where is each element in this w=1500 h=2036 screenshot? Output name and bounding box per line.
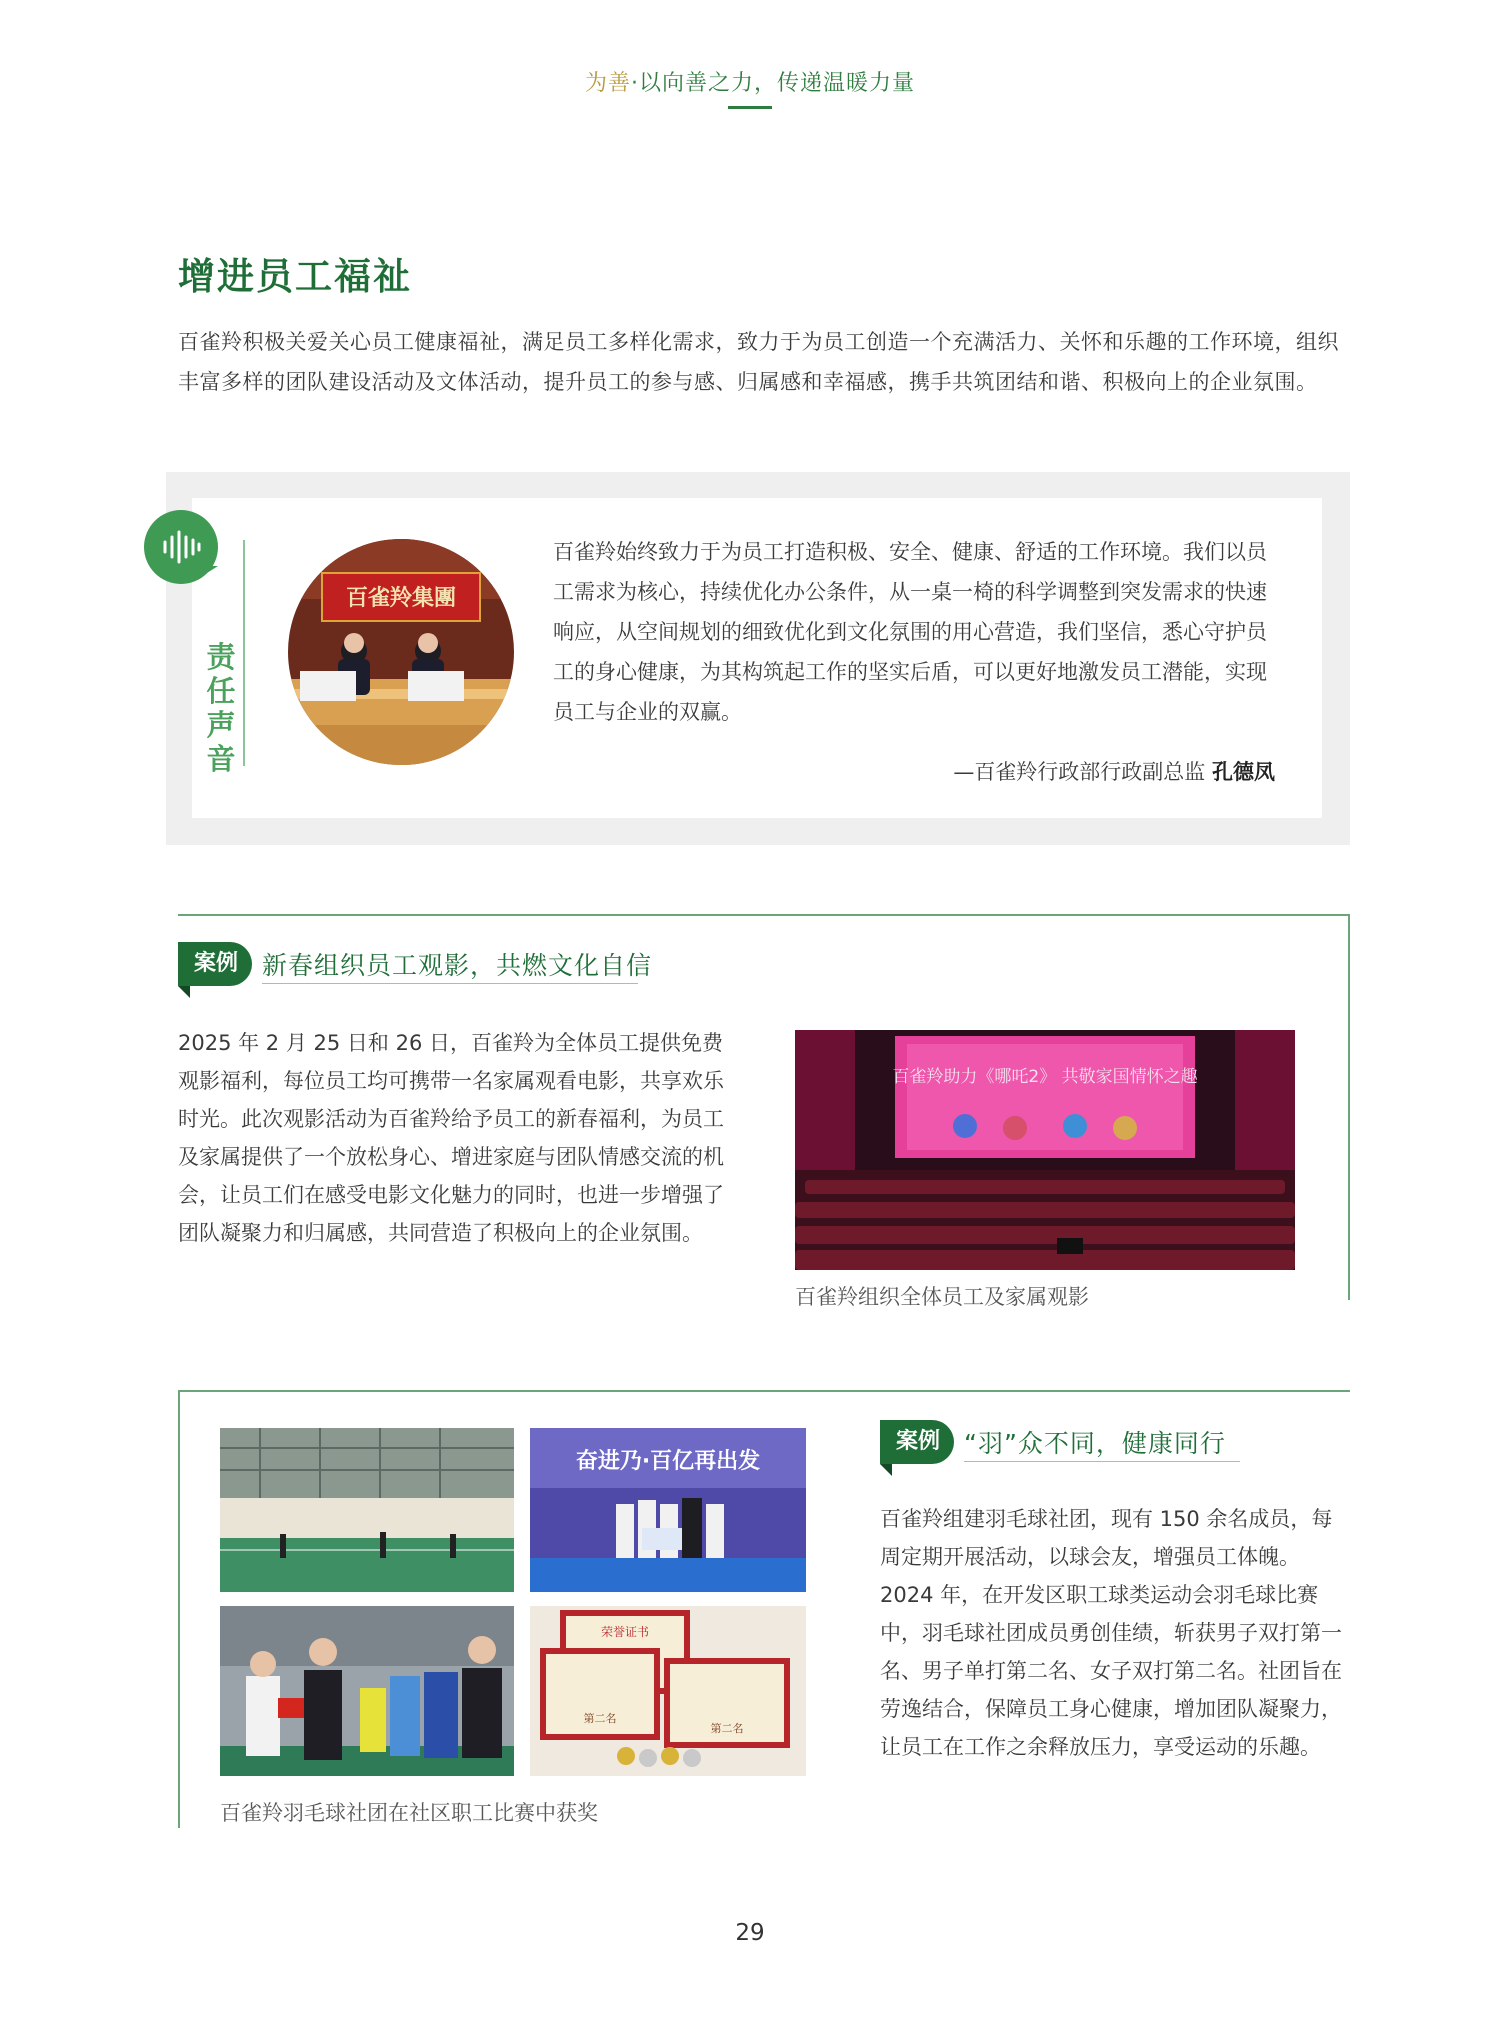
header-rule [728,106,772,109]
photo-sign-text: 百雀羚集團 [345,585,457,611]
running-header [0,66,1500,97]
cert1-title: 荣誉证书 [600,1625,650,1639]
reception-desk-photo [288,539,514,765]
badminton-hall-photo [220,1428,514,1592]
section-intro: 百雀羚积极关爱关心员工健康福祉，满足员工多样化需求，致力于为员工创造一个充满活力、关怀和乐趣的工作环境，组织丰富多样的团队建设活动及文体活动，提升员工的参与感、归属感和幸福感，携手共筑团结和谐、积极向上的企业氛围。 [178,330,1339,394]
voice-divider [243,540,245,766]
cert3-rank: 第二名 [710,1722,744,1735]
case1-title: 新春组织员工观影，共燃文化自信 [262,951,653,980]
page-number: 29 [735,1920,765,1946]
cinema-photo [795,1030,1295,1270]
sound-wave-icon [144,510,218,584]
case2-caption: 百雀羚羽毛球社团在社区职工比赛中获奖 [220,1801,598,1825]
case1-top-rule [178,914,1350,916]
case2-top-rule [178,1390,1350,1392]
award-ceremony-photo [220,1606,514,1776]
running-header-part1: 为善 [584,71,631,96]
case2-badge-fold [880,1464,892,1476]
case1-body: 2025 年 2 月 25 日和 26 日，百雀羚为全体员工提供免费观影福利，每位员工均可携带一名家属观看电影，共享欢乐时光。此次观影活动为百雀羚给予员工的新春福利，为员工及家属提供了一个放松身心、增进家庭与团队情感交流的机会，让员工们在感受电影文化魅力的同时，也进一步增强了团队凝聚力和归属感，共同营造了积极向上的企业氛围。 [178,1031,724,1245]
cert2-rank: 第二名 [583,1712,617,1725]
case1-side-rule [1348,914,1350,1300]
cinema-screen-text: 百雀羚助力《哪吒2》 共敬家国情怀之趣 [892,1067,1198,1087]
case1-title-underline [262,983,638,984]
award-banner-photo [530,1428,806,1592]
voice-signature [553,756,1275,786]
section-title: 增进员工福祉 [178,255,412,298]
case2-badge: 案例 [880,1420,954,1464]
voice-quote: 百雀羚始终致力于为员工打造积极、安全、健康、舒适的工作环境。我们以员工需求为核心，持续优化办公条件，从一桌一椅的科学调整到突发需求的快速响应，从空间规划的细致优化到文化氛围的用心营造，我们坚信，悉心守护员工的身心健康，为其构筑起工作的坚实后盾，可以更好地激发员工潜能，实现员工与企业的双赢。 [553,540,1267,724]
banner-text: 奋进乃·百亿再出发 [575,1449,761,1474]
certificates-medals-photo [530,1606,806,1776]
case2-body: 百雀羚组建羽毛球社团，现有 150 余名成员，每周定期开展活动，以球会友，增强员工体魄。2024 年，在开发区职工球类运动会羽毛球比赛中，羽毛球社团成员勇创佳绩，斩获男子双打第一名、男子单打第二名、女子双打第二名。社团旨在劳逸结合，保障员工身心健康，增加团队凝聚力，让员工在工作之余释放压力，享受运动的乐趣。 [880,1507,1342,1759]
signature-name: 孔德凤 [1212,760,1275,784]
case2-title-underline [964,1461,1240,1462]
case1-badge-fold [178,986,190,998]
voice-label: 责任声音 [206,640,236,776]
signature-title: —百雀羚行政部行政副总监 [953,760,1206,784]
case2-side-rule [178,1390,180,1828]
running-header-part2: ·以向善之力，传递温暖力量 [631,71,915,96]
case1-caption: 百雀羚组织全体员工及家属观影 [795,1285,1089,1309]
case1-badge: 案例 [178,942,252,986]
case2-title: “羽”众不同，健康同行 [964,1429,1226,1458]
